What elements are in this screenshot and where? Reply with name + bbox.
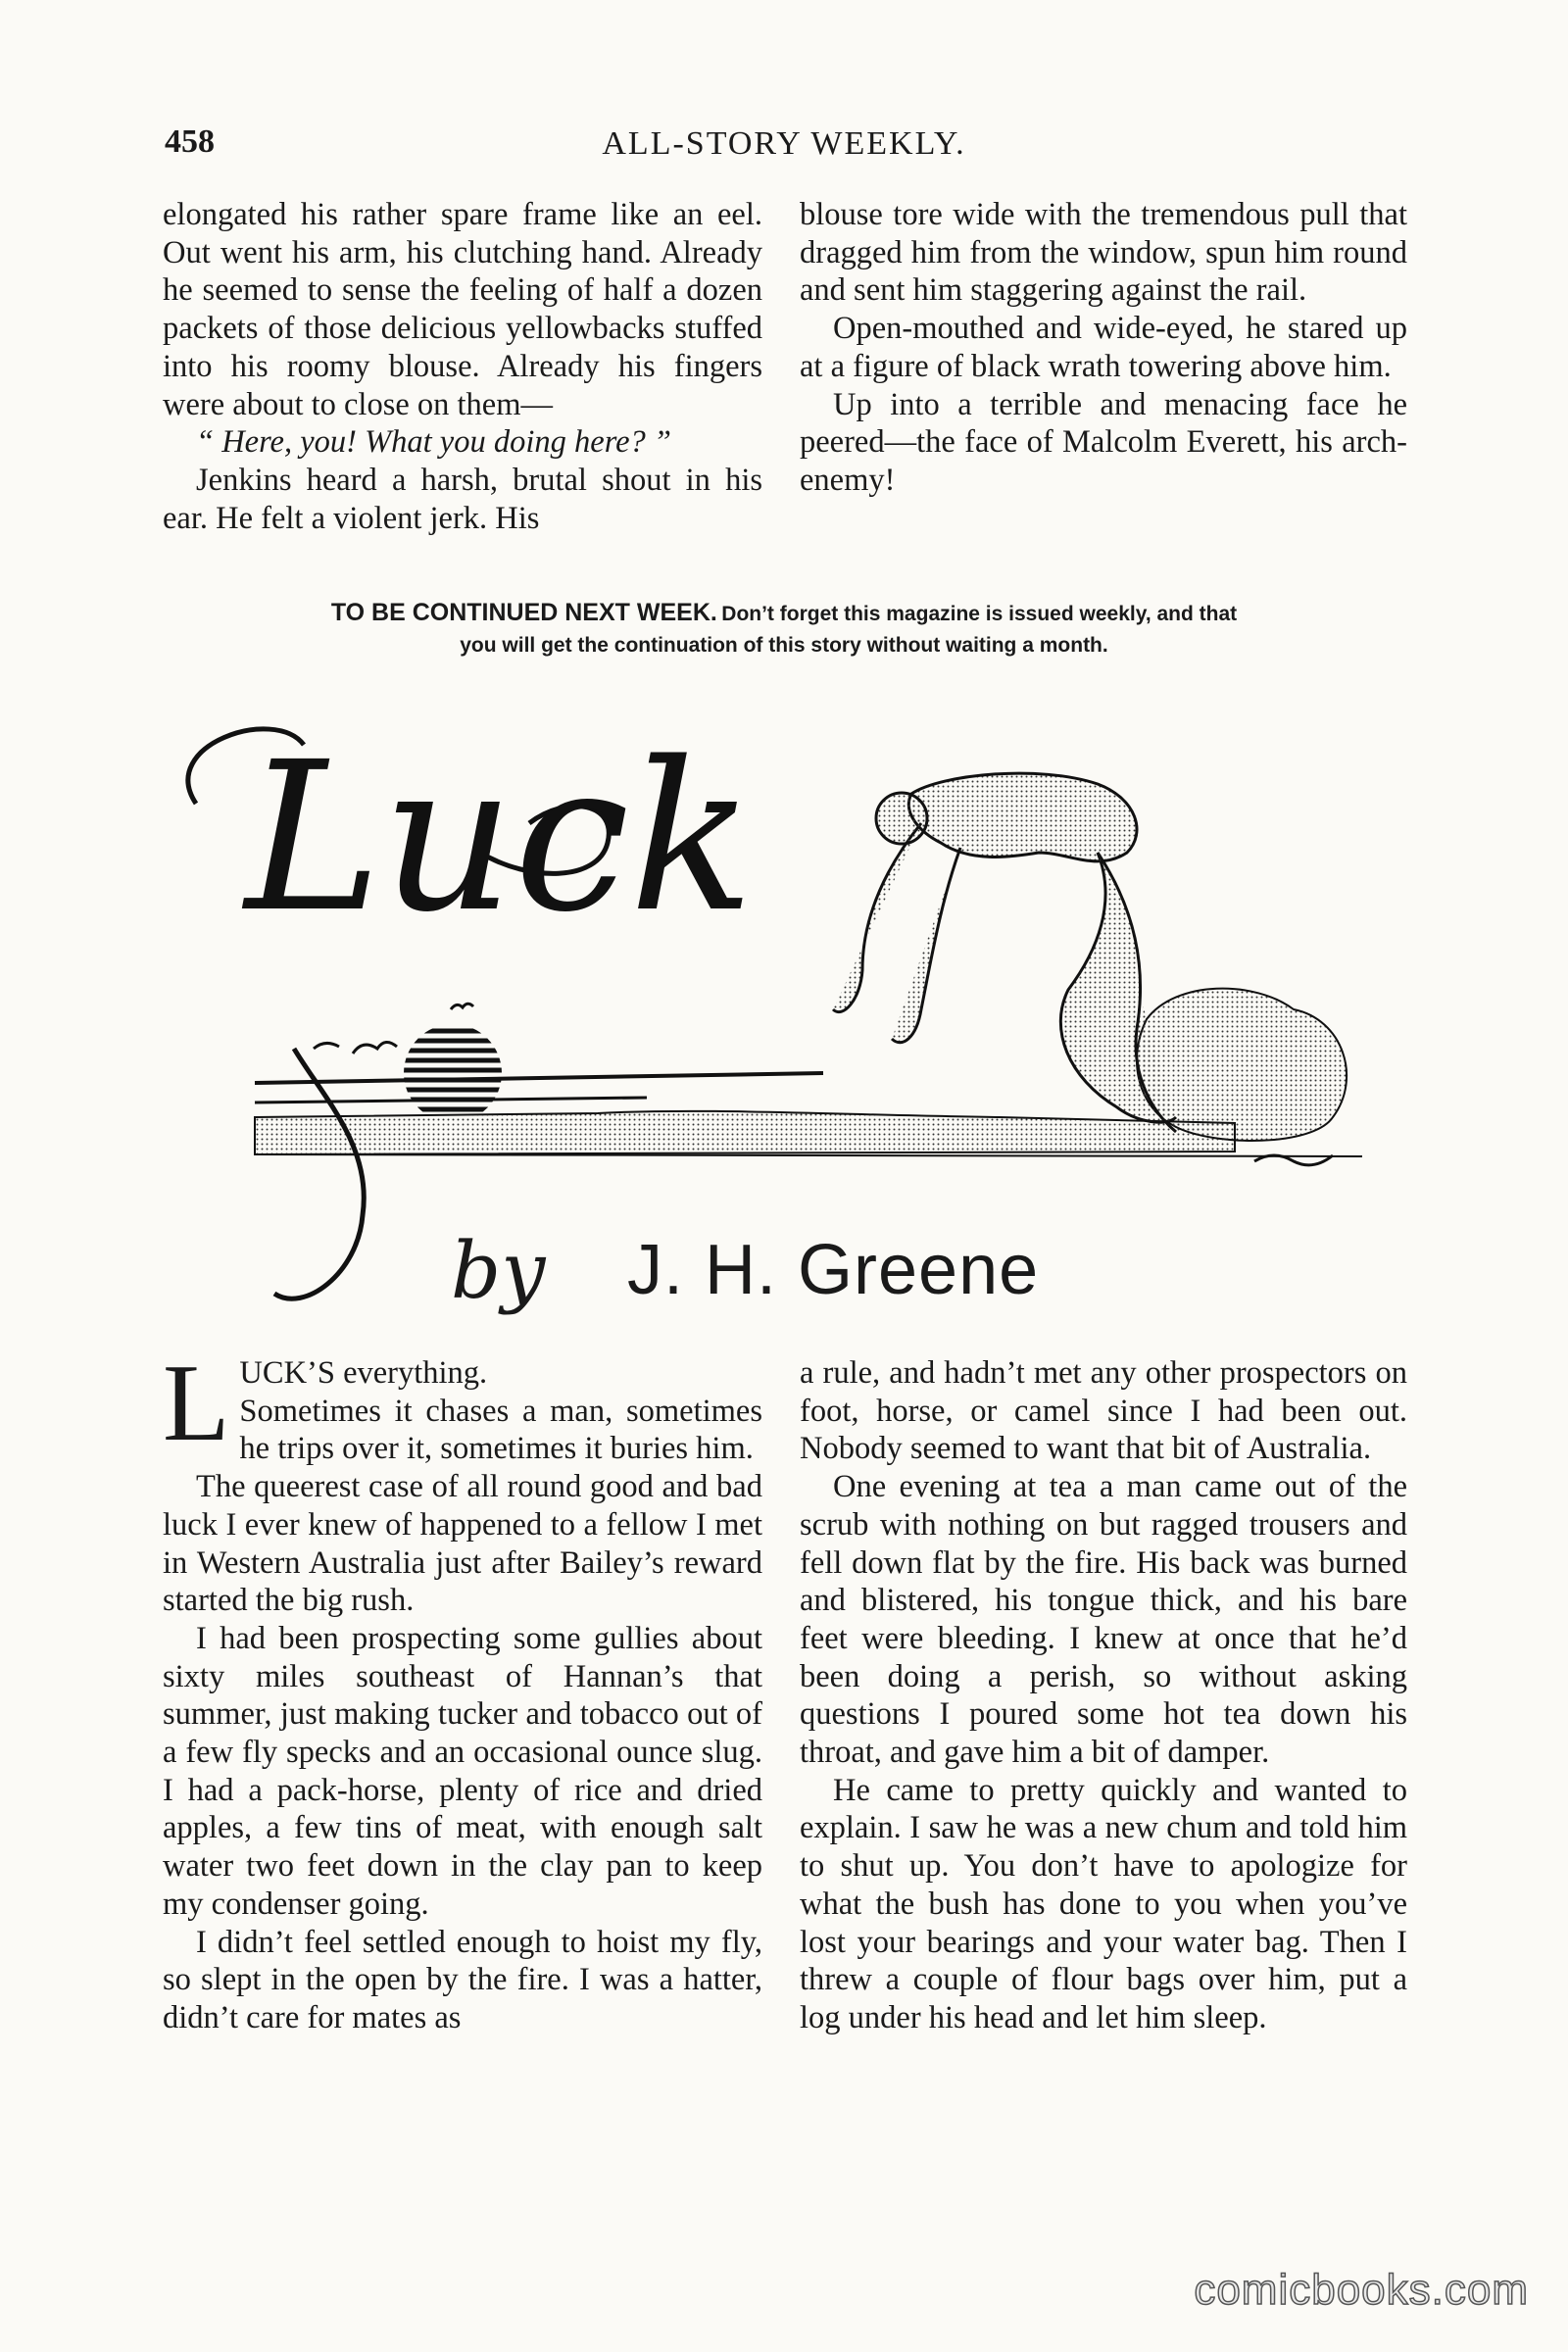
continued-notice bbox=[157, 598, 1411, 661]
story-left-column bbox=[163, 1343, 762, 2037]
page-number: 458 bbox=[165, 123, 215, 160]
previous-story-right-column bbox=[800, 196, 1407, 500]
paragraph: I didn’t feel settled enough to hoist my fly, so slept in the open by the fire. I was a hatter, didn’t care for mates as bbox=[163, 1924, 762, 2035]
drop-cap: L bbox=[163, 1343, 230, 1464]
paragraph: “ Here, you! What you doing here? ” bbox=[196, 424, 672, 461]
paragraph: Open-mouthed and wide-eyed, he stared up at a figure of black wrath towering above him. bbox=[800, 311, 1407, 384]
setting-sun bbox=[392, 1031, 510, 1109]
paragraph: Jenkins heard a harsh, brutal shout in his ear. He felt a violent jerk. His bbox=[163, 462, 762, 536]
paragraph: I had been prospecting some gullies about sixty miles southeast of Hannan’s that summer, just making tucker and tobacco out of a few fly specks and an occasional ounce slug. I had a pack-horse, plenty of rice and dried apples, a few tins of meat, with enough salt water two feet down in the clay pan to keep my condenser going. bbox=[163, 1620, 762, 1922]
story-opening bbox=[163, 1343, 762, 1468]
horizon-line bbox=[255, 1073, 823, 1083]
story-title: Luck bbox=[245, 717, 755, 957]
running-head: ALL-STORY WEEKLY. bbox=[602, 125, 966, 162]
ground-line bbox=[255, 1154, 1362, 1156]
falling-man-figure bbox=[833, 773, 1176, 1132]
paragraph: blouse tore wide with the tremendous pull that dragged him from the window, spun him round and sent him staggering against the rail. bbox=[800, 197, 1407, 309]
paragraph: Sometimes it chases a man, sometimes he trips over it, sometimes it buries him. bbox=[239, 1393, 762, 1467]
ground bbox=[255, 1111, 1235, 1154]
paragraph: a rule, and hadn’t met any other prospectors on foot, horse, or camel since I had been out. Nobody seemed to want that bit of Australia. bbox=[800, 1355, 1407, 1467]
continued-text: Don’t forget this magazine is issued weekly, and that bbox=[721, 603, 1238, 625]
previous-story-left-column bbox=[163, 196, 762, 537]
continued-lead: TO BE CONTINUED NEXT WEEK. bbox=[330, 599, 717, 626]
paragraph: elongated his rather spare frame like an eel. Out went his arm, his clutching hand. Already he seemed to sense the feeling of half a dozen packets of those delicious yellowbacks stuffed into his roomy blouse. Already his fingers were about to close on them— bbox=[163, 197, 762, 422]
paragraph: The queerest case of all round good and bad luck I ever knew of happened to a fellow I met in Western Australia just after Bailey’s reward started the big rush. bbox=[163, 1469, 762, 1619]
watermark: comicbooks.com bbox=[1194, 2266, 1529, 2314]
paragraph: Up into a terrible and menacing face he peered—the face of Malcolm Everett, his arch-enemy! bbox=[800, 386, 1407, 498]
continued-text-line2: you will get the continuation of this story without waiting a month. bbox=[460, 634, 1108, 657]
paragraph: One evening at tea a man came out of the scrub with nothing on but ragged trousers and fell down flat by the fire. His back was burned and blistered, his tongue thick, and his bare feet were bleeding. I knew at once that he’d been doing a perish, so without asking questions I poured some hot tea down his throat, and gave him a bit of damper. bbox=[800, 1469, 1407, 1771]
byline-author: J. H. Greene bbox=[627, 1231, 1040, 1309]
byline-flourish bbox=[274, 1049, 364, 1298]
byline-by: by bbox=[451, 1225, 546, 1316]
story-right-column bbox=[800, 1354, 1407, 2037]
paragraph: He came to pretty quickly and wanted to explain. I saw he was a new chum and told him to shut up. You don’t have to apologize for what the bush has done to you when you’ve lost your bearings and your water bag. Then I threw a couple of flour bags over him, put a log under his head and let him sleep. bbox=[800, 1772, 1407, 2035]
opening-line: UCK’S everything. bbox=[239, 1355, 488, 1391]
